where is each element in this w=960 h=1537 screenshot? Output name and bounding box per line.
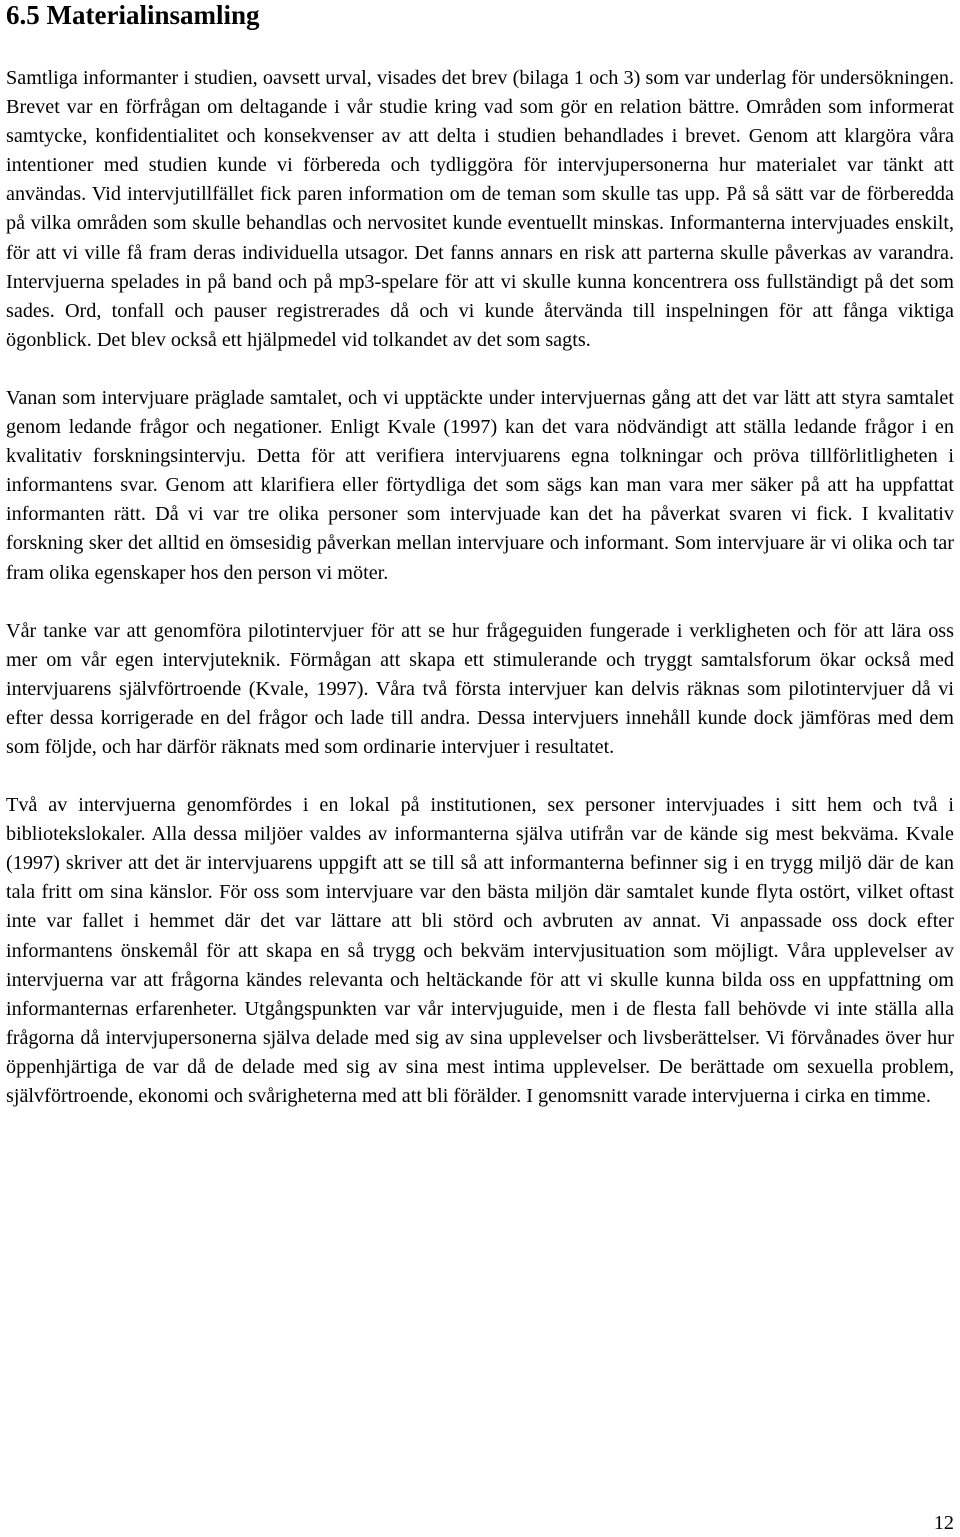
paragraph-pilot-interviews: Vår tanke var att genomföra pilotintervjuer för att se hur frågeguiden fungerade i verkligheten och för att lära oss mer om vår egen intervjuteknik. Förmågan att skapa ett stimulerande och tryggt samtalsforum ökar också med intervjuarens självförtroende (Kvale, 1997). Våra två första intervjuer kan delvis räknas som pilotintervjuer då vi efter dessa korrigerade en del frågor och lade till andra. Dessa intervjuers innehåll kunde dock jämföras med dem som följde, och har därför räknats med som ordinarie intervjuer i resultatet.	[6, 619, 954, 758]
document-page	[6, 0, 954, 1111]
page-number: 12	[933, 1512, 954, 1534]
paragraph-interviewer-habits: Vanan som intervjuare präglade samtalet, och vi upptäckte under intervjuernas gång att det var lätt att styra samtalet genom ledande frågor och negationer. Enligt Kvale (1997) kan det vara nödvändigt att ställa ledande frågor i en kvalitativ forskningsintervju. Detta för att verifiera intervjuarens egna tolkningar och pröva tillförlitligheten i informantens svar. Genom att klarifiera eller förtydliga det som sägs kan man vara mer säker på att ha uppfattat informanten rätt. Då vi var tre olika personer som intervjuade kan det ha påverkat svaren vi fick. I kvalitativ forskning sker det alltid en ömsesidig påverkan mellan intervjuare och informant. Som intervjuare är vi olika och tar fram olika egenskaper hos den person vi möter.	[6, 386, 954, 584]
paragraph-material-letter: Samtliga informanter i studien, oavsett urval, visades det brev (bilaga 1 och 3) som var underlag för undersökningen. Brevet var en förfrågan om deltagande i vår studie kring vad som gör en relation bättre. Områden som informerat samtycke, konfidentialitet och konsekvenser av att delta i studien behandlades i brevet. Genom att klargöra våra intentioner med studien kunde vi förbereda och tydliggöra för intervjupersonerna hur materialet var tänkt att användas. Vid intervjutillfället fick paren information om de teman som skulle tas upp. På så sätt var de förberedda på vilka områden som skulle behandlas och nervositet kunde eventuellt minskas. Informanterna intervjuades enskilt, för att vi ville få fram deras individuella utsagor. Det fanns annars en risk att parterna skulle påverkas av varandra. Intervjuerna spelades in på band och på mp3-spelare för att vi skulle kunna koncentrera oss fullständigt på det som sades. Ord, tonfall och pauser registrerades då och vi kunde återvända till inspelningen för att fånga viktiga ögonblick. Det blev också ett hjälpmedel vid tolkandet av det som sagts.	[6, 67, 954, 351]
section-heading: 6.5 Materialinsamling	[6, 0, 260, 30]
paragraph-interview-settings: Två av intervjuerna genomfördes i en lokal på institutionen, sex personer intervjuades i sitt hem och två i bibliotekslokaler. Alla dessa miljöer valdes av informanterna själva utifrån var de kände sig mest bekväma. Kvale (1997) skriver att det är intervjuarens uppgift att se till så att informanterna befinner sig i en trygg miljö där de kan tala fritt om sina känslor. För oss som intervjuare var den bästa miljön där samtalet kunde flyta ostört, vilket oftast inte var fallet i hemmet där det var lättare att bli störd och avbruten av annat. Vi anpassade oss dock efter informantens önskemål för att skapa en så trygg och bekväm intervjusituation som möjligt. Våra upplevelser av intervjuerna var att frågorna kändes relevanta och heltäckande för att vi skulle kunna bilda oss en uppfattning om informanternas erfarenheter. Utgångspunkten var vår intervjuguide, men i de flesta fall behövde vi inte ställa alla frågorna då intervjupersonerna själva delade med sig av sina upplevelser och livsberättelser. Vi förvånades över hur öppenhjärtiga de var då de delade med sig av sina mest intima upplevelser. De berättade om sexuella problem, självförtroende, ekonomi och svårigheterna med att bli förälder. I genomsnitt varade intervjuerna i cirka en timme.	[6, 794, 954, 1107]
